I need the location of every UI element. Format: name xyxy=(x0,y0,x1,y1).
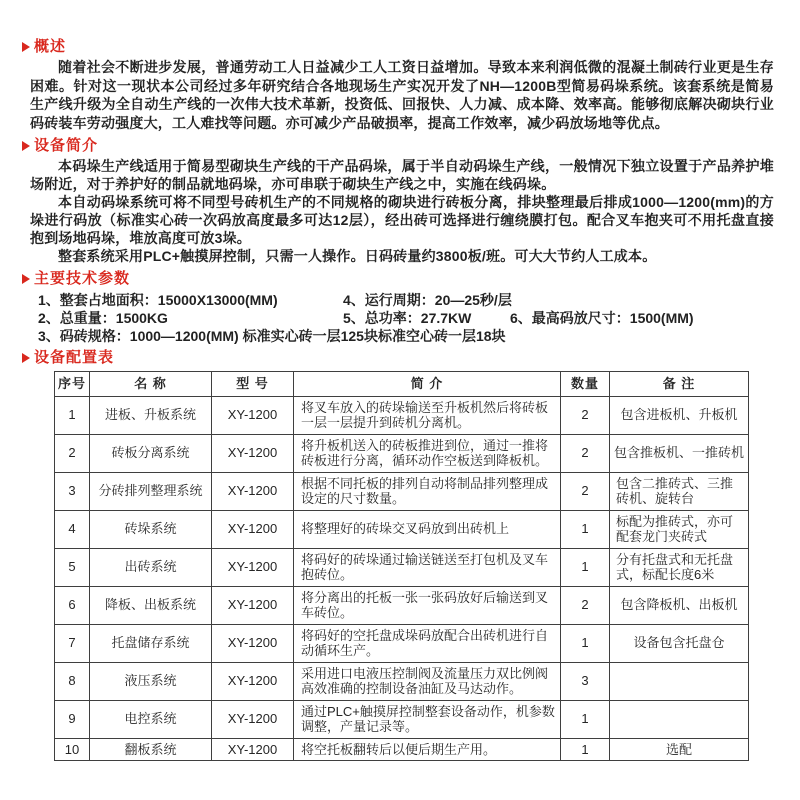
section-title-device-intro: 设备简介 xyxy=(34,137,99,154)
section-tech-params xyxy=(30,270,774,344)
cell-model: XY-1200 xyxy=(212,662,294,700)
cell-description: 将整理好的砖垛交叉码放到出砖机上 xyxy=(294,510,561,548)
param-line-3 xyxy=(38,326,774,344)
table-row xyxy=(55,586,749,624)
cell-system-name: 出砖系统 xyxy=(90,548,212,586)
cell-quantity: 3 xyxy=(561,662,610,700)
cell-system-name: 分砖排列整理系统 xyxy=(90,472,212,510)
table-row xyxy=(55,624,749,662)
cell-serial-no: 4 xyxy=(55,510,90,548)
header-cell-name: 名 称 xyxy=(90,372,212,397)
cell-remark: 分有托盘式和无托盘式，标配长度6米 xyxy=(610,548,749,586)
cell-description: 采用进口电液压控制阀及流量压力双比例阀高效准确的控制设备油缸及马达动作。 xyxy=(294,662,561,700)
cell-serial-no: 10 xyxy=(55,738,90,761)
intro-paragraph-1: 本码垛生产线适用于简易型砌块生产线的干产品码垛，属于半自动码垛生产线，一般情况下独立设置于产品养护堆场附近，对于养护好的制品就地码垛，亦可串联于砌块生产线之中，实施在线码垛。 xyxy=(30,158,774,192)
cell-system-name: 进板、升板系统 xyxy=(90,396,212,434)
table-row xyxy=(55,472,749,510)
cell-model: XY-1200 xyxy=(212,624,294,662)
cell-quantity: 1 xyxy=(561,738,610,761)
section-header-overview xyxy=(22,38,774,55)
cell-serial-no: 7 xyxy=(55,624,90,662)
param-item-2: 2、总重量：1500KG xyxy=(38,310,168,326)
cell-remark: 包含进板机、升板机 xyxy=(610,396,749,434)
config-table-body xyxy=(55,396,749,761)
cell-model: XY-1200 xyxy=(212,434,294,472)
cell-serial-no: 3 xyxy=(55,472,90,510)
triangle-bullet-icon xyxy=(22,42,30,52)
cell-serial-no: 1 xyxy=(55,396,90,434)
cell-remark: 包含降板机、出板机 xyxy=(610,586,749,624)
table-row xyxy=(55,738,749,761)
cell-serial-no: 5 xyxy=(55,548,90,586)
equipment-config-table xyxy=(54,371,749,761)
param-line-1 xyxy=(38,290,774,308)
header-cell-qty: 数量 xyxy=(561,372,610,397)
cell-remark xyxy=(610,662,749,700)
table-row xyxy=(55,662,749,700)
cell-description: 将码好的砖垛通过输送链送至打包机及叉车抱砖位。 xyxy=(294,548,561,586)
cell-serial-no: 8 xyxy=(55,662,90,700)
section-header-config-table xyxy=(22,349,774,366)
table-row xyxy=(55,434,749,472)
cell-quantity: 2 xyxy=(561,434,610,472)
header-cell-model: 型 号 xyxy=(212,372,294,397)
cell-description: 将空托板翻转后以便后期生产用。 xyxy=(294,738,561,761)
cell-serial-no: 9 xyxy=(55,700,90,738)
cell-remark: 标配为推砖式，亦可配套龙门夹砖式 xyxy=(610,510,749,548)
cell-system-name: 液压系统 xyxy=(90,662,212,700)
section-header-tech-params xyxy=(22,270,774,287)
table-row xyxy=(55,510,749,548)
param-item-1: 1、整套占地面积：15000X13000(MM) xyxy=(38,292,278,308)
cell-serial-no: 6 xyxy=(55,586,90,624)
cell-description: 根据不同托板的排列自动将制品排列整理成设定的尺寸数量。 xyxy=(294,472,561,510)
cell-quantity: 2 xyxy=(561,472,610,510)
header-cell-no: 序号 xyxy=(55,372,90,397)
cell-system-name: 翻板系统 xyxy=(90,738,212,761)
cell-quantity: 1 xyxy=(561,700,610,738)
cell-model: XY-1200 xyxy=(212,700,294,738)
param-item-6: 6、最高码放尺寸：1500(MM) xyxy=(510,310,694,326)
param-item-3: 3、码砖规格：1000—1200(MM) 标准实心砖一层125块标准空心砖一层18块 xyxy=(38,328,506,344)
cell-description: 通过PLC+触摸屏控制整套设备动作，机参数调整，产量记录等。 xyxy=(294,700,561,738)
cell-quantity: 1 xyxy=(561,548,610,586)
section-title-overview: 概述 xyxy=(34,38,67,55)
cell-model: XY-1200 xyxy=(212,738,294,761)
cell-serial-no: 2 xyxy=(55,434,90,472)
table-row xyxy=(55,700,749,738)
table-row xyxy=(55,396,749,434)
triangle-bullet-icon xyxy=(22,141,30,151)
param-item-4: 4、运行周期：20—25秒/层 xyxy=(343,292,512,308)
cell-quantity: 1 xyxy=(561,510,610,548)
cell-system-name: 砖垛系统 xyxy=(90,510,212,548)
header-cell-note: 备 注 xyxy=(610,372,749,397)
cell-description: 将叉车放入的砖垛输送至升板机然后将砖板一层一层提升到砖机分离机。 xyxy=(294,396,561,434)
cell-quantity: 2 xyxy=(561,586,610,624)
param-line-2 xyxy=(38,308,774,326)
section-config-table xyxy=(30,349,774,761)
cell-description: 将码好的空托盘成垛码放配合出砖机进行自动循环生产。 xyxy=(294,624,561,662)
section-title-tech-params: 主要技术参数 xyxy=(34,270,131,287)
header-cell-desc: 简 介 xyxy=(294,372,561,397)
table-row xyxy=(55,548,749,586)
cell-model: XY-1200 xyxy=(212,396,294,434)
overview-paragraph: 随着社会不断进步发展，普通劳动工人日益减少工人工资日益增加。导致本来利润低微的混凝土制砖行业更是生存困难。针对这一现状本公司经过多年研究结合各地现场生产实况开发了NH—1200B型简易码垛系统。该套系统是简易生产线升级为全自动生产线的一次伟大技术革新，投资低、回报快、人力减、成本降、效率高。能够彻底解决砌块行业码砖装车劳动强度大，工人难找等问题。亦可减少产品破损率，提高工作效率，减少码放场地等优点。 xyxy=(30,59,774,131)
intro-paragraph-2: 本自动码垛系统可将不同型号砖机生产的不同规格的砌块进行砖板分离，排块整理最后排成1000—1200(mm)的方垛进行码放（标准实心砖一次码放高度最多可达12层），经出砖可选择进行缠绕膜打包。配合叉车抱夹可不用托盘直接抱到场地码垛，堆放高度可放3垛。 xyxy=(30,194,774,246)
cell-remark: 包含推板机、一推砖机 xyxy=(610,434,749,472)
cell-remark: 选配 xyxy=(610,738,749,761)
cell-model: XY-1200 xyxy=(212,510,294,548)
cell-description: 将分离出的托板一张一张码放好后输送到叉车砖位。 xyxy=(294,586,561,624)
param-item-5: 5、总功率：27.7KW xyxy=(343,310,472,326)
triangle-bullet-icon xyxy=(22,353,30,363)
cell-model: XY-1200 xyxy=(212,472,294,510)
cell-remark xyxy=(610,700,749,738)
section-header-device-intro xyxy=(22,137,774,154)
cell-remark: 设备包含托盘仓 xyxy=(610,624,749,662)
table-header-row xyxy=(55,372,749,397)
section-device-intro xyxy=(30,137,774,265)
triangle-bullet-icon xyxy=(22,274,30,284)
intro-paragraph-3: 整套系统采用PLC+触摸屏控制，只需一人操作。日码砖量约3800板/班。可大大节约人工成本。 xyxy=(58,248,657,264)
cell-system-name: 电控系统 xyxy=(90,700,212,738)
cell-quantity: 1 xyxy=(561,624,610,662)
cell-description: 将升板机送入的砖板推进到位，通过一推将砖板进行分离，循环动作空板送到降板机。 xyxy=(294,434,561,472)
cell-model: XY-1200 xyxy=(212,548,294,586)
cell-remark: 包含二推砖式、三推砖机、旋转台 xyxy=(610,472,749,510)
cell-model: XY-1200 xyxy=(212,586,294,624)
section-title-config-table: 设备配置表 xyxy=(34,349,115,366)
cell-quantity: 2 xyxy=(561,396,610,434)
cell-system-name: 托盘储存系统 xyxy=(90,624,212,662)
cell-system-name: 砖板分离系统 xyxy=(90,434,212,472)
cell-system-name: 降板、出板系统 xyxy=(90,586,212,624)
section-overview xyxy=(30,38,774,132)
